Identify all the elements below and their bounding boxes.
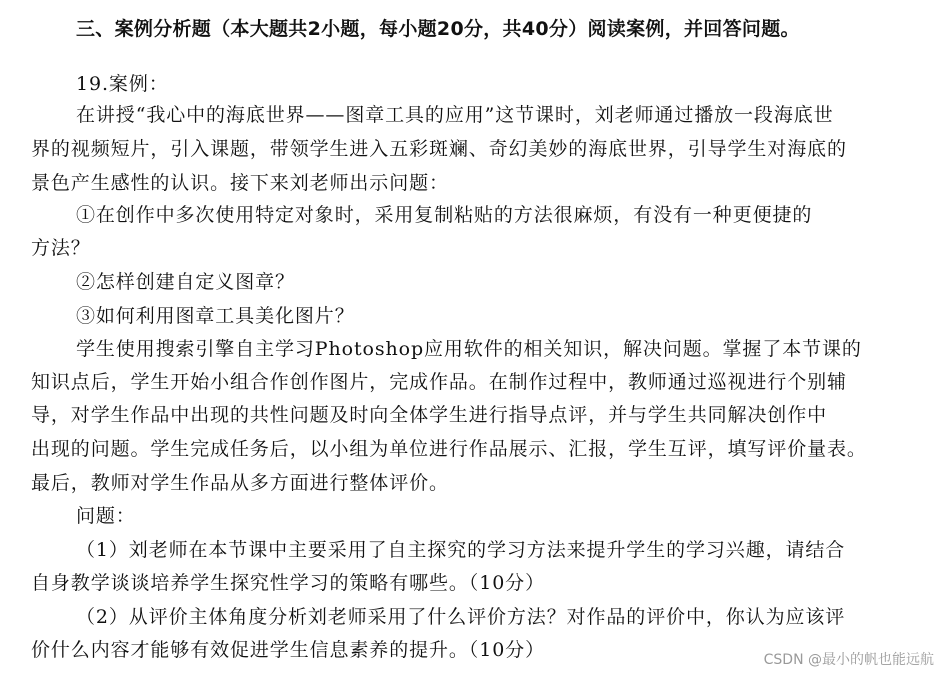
paragraph-line: 出现的问题。学生完成任务后，以小组为单位进行作品展示、汇报，学生互评，填写评价量表。 bbox=[31, 438, 867, 460]
paragraph-line: 景色产生感性的认识。接下来刘老师出示问题： bbox=[31, 172, 449, 194]
question-1-cont: 自身教学谈谈培养学生探究性学习的策略有哪些。（10分） bbox=[31, 572, 545, 594]
paragraph-line: 方法？ bbox=[31, 237, 91, 259]
section-heading: 三、案例分析题（本大题共2小题，每小题20分，共40分）阅读案例，并回答问题。 bbox=[76, 18, 800, 40]
questions-label: 问题： bbox=[76, 505, 136, 527]
paragraph-line: 界的视频短片，引入课题，带领学生进入五彩斑斓、奇幻美妙的海底世界，引导学生对海底的 bbox=[31, 138, 847, 160]
paragraph-line: 在讲授“我心中的海底世界——图章工具的应用”这节课时，刘老师通过播放一段海底世 bbox=[76, 104, 834, 126]
question-2: （2）从评价主体角度分析刘老师采用了什么评价方法？对作品的评价中，你认为应该评 bbox=[76, 606, 846, 628]
csdn-watermark: CSDN @最小的帆也能远航 bbox=[763, 652, 934, 668]
paragraph-line: 最后，教师对学生作品从多方面进行整体评价。 bbox=[31, 472, 449, 494]
paragraph-line: 学生使用搜索引擎自主学习Photoshop应用软件的相关知识，解决问题。掌握了本节课的 bbox=[76, 338, 862, 360]
question-item-2: ②怎样创建自定义图章？ bbox=[76, 271, 295, 293]
question-1: （1）刘老师在本节课中主要采用了自主探究的学习方法来提升学生的学习兴趣，请结合 bbox=[76, 539, 846, 561]
paragraph-line: 导，对学生作品中出现的共性问题及时向全体学生进行指导点评，并与学生共同解决创作中 bbox=[31, 404, 828, 426]
paragraph-line: 知识点后，学生开始小组合作创作图片，完成作品。在制作过程中，教师通过巡视进行个别辅 bbox=[31, 371, 847, 393]
question-item-1: ①在创作中多次使用特定对象时，采用复制粘贴的方法很麻烦，有没有一种更便捷的 bbox=[76, 204, 813, 226]
question-2-cont: 价什么内容才能够有效促进学生信息素养的提升。（10分） bbox=[31, 639, 545, 661]
question-item-3: ③如何利用图章工具美化图片？ bbox=[76, 305, 355, 327]
case-label: 19.案例： bbox=[76, 73, 169, 95]
